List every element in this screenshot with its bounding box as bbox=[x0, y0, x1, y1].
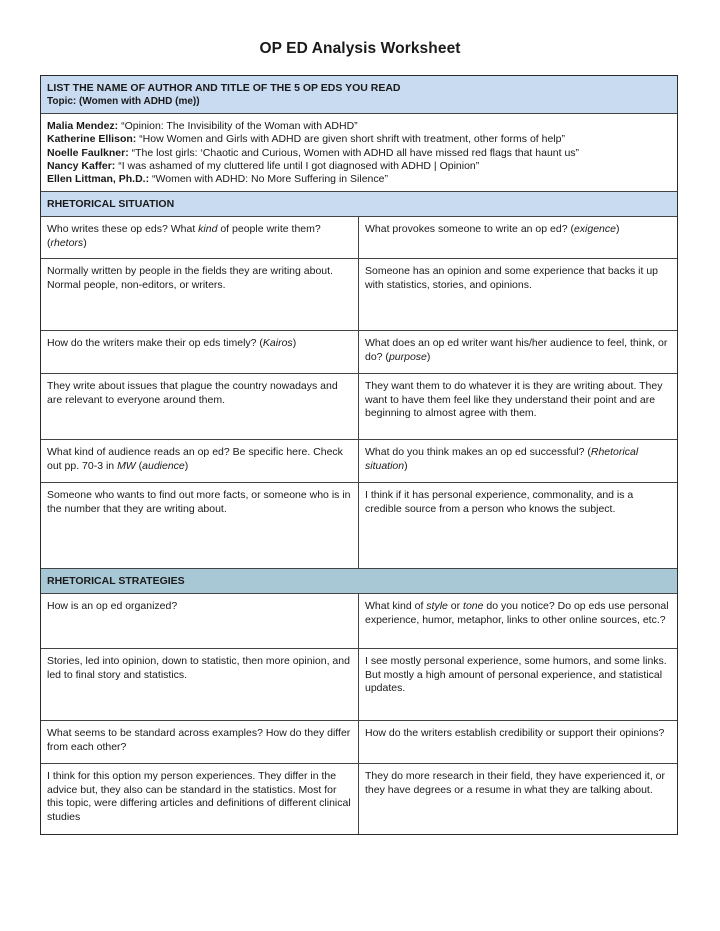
question-cell: What kind of audience reads an op ed? Be specific here. Check out pp. 70-3 in MW (audience) bbox=[41, 440, 359, 482]
answer-cell: They do more research in their field, they have experienced it, or they have degrees or a resume in what they are talking about. bbox=[365, 770, 665, 796]
list-header bbox=[41, 76, 677, 114]
list-item bbox=[47, 147, 671, 160]
question-cell: What provokes someone to write an op ed? (exigence) bbox=[365, 223, 620, 236]
table-row bbox=[41, 721, 677, 764]
answer-cell: Stories, led into opinion, down to statistic, then more opinion, and led to final story and statistics. bbox=[41, 649, 359, 720]
answer-cell: Someone has an opinion and some experience that backs it up with statistics, stories, and opinions. bbox=[365, 265, 659, 291]
answer-cell: Normally written by people in the fields they are writing about. Normal people, non-editors, or writers. bbox=[41, 259, 359, 330]
answer-cell: I think for this option my person experiences. They differ in the advice but, they also can be standard in the statistics. Most for this topic, were differing articles and definitions of different clinical studies bbox=[41, 764, 359, 834]
answer-cell: I think if it has personal experience, commonality, and is a credible source from a person who knows the subject. bbox=[365, 489, 634, 515]
question-cell: What do you think makes an op ed successful? (Rhetorical situation) bbox=[365, 446, 639, 472]
list-item bbox=[47, 133, 671, 146]
op-ed-title: “Opinion: The Invisibility of the Woman with ADHD” bbox=[118, 120, 358, 132]
question-cell: How do the writers make their op eds timely? (Kairos) bbox=[41, 331, 359, 373]
table-row bbox=[41, 217, 677, 259]
question-cell: What does an op ed writer want his/her audience to feel, think, or do? (purpose) bbox=[365, 337, 668, 363]
author-name: Katherine Ellison: bbox=[47, 133, 137, 146]
answer-cell: They want them to do whatever it is they are writing about. They want to have them feel like they understand their point and are beginning to almost agree with them. bbox=[365, 380, 663, 420]
question-cell: How do the writers establish credibility or support their opinions? bbox=[365, 727, 665, 740]
question-cell: What seems to be standard across examples? How do they differ from each other? bbox=[41, 721, 359, 763]
op-ed-title: “Women with ADHD: No More Suffering in Silence” bbox=[149, 173, 388, 186]
op-ed-title: “How Women and Girls with ADHD are given short shrift with treatment, other forms of help” bbox=[136, 133, 565, 146]
page-title: OP ED Analysis Worksheet bbox=[259, 40, 461, 57]
author-name: Nancy Kaffer: bbox=[47, 159, 116, 172]
worksheet-table bbox=[40, 75, 678, 835]
table-row bbox=[41, 331, 677, 374]
table-row bbox=[41, 259, 677, 331]
table-row bbox=[41, 649, 677, 721]
section-header-rhetorical-strategies: RHETORICAL STRATEGIES bbox=[41, 569, 677, 594]
answer-cell: They write about issues that plague the country nowadays and are relevant to everyone around them. bbox=[41, 374, 359, 439]
table-row bbox=[41, 764, 677, 834]
table-row bbox=[41, 440, 677, 483]
question-cell: How is an op ed organized? bbox=[41, 594, 359, 648]
section-header-rhetorical-situation: RHETORICAL SITUATION bbox=[41, 192, 677, 217]
table-row bbox=[41, 483, 677, 569]
list-item bbox=[47, 160, 671, 173]
author-list bbox=[41, 114, 677, 192]
question-cell: Who writes these op eds? What kind of people write them? (rhetors) bbox=[41, 217, 359, 258]
list-item bbox=[47, 173, 671, 186]
op-ed-title: “I was ashamed of my cluttered life until I got diagnosed with ADHD | Opinion” bbox=[115, 159, 480, 172]
table-row bbox=[41, 374, 677, 440]
list-header-title: LIST THE NAME OF AUTHOR AND TITLE OF THE 5 OP EDS YOU READ bbox=[47, 82, 401, 94]
answer-cell: I see mostly personal experience, some humors, and some links. But mostly a high amount of personal experience, and statistical updates. bbox=[365, 655, 667, 695]
answer-cell: Someone who wants to find out more facts, or someone who is in the number that they are writing about. bbox=[41, 483, 359, 568]
author-name: Malia Mendez: bbox=[47, 120, 119, 132]
topic-label: Topic: (Women with ADHD (me)) bbox=[47, 96, 200, 107]
author-name: Ellen Littman, Ph.D.: bbox=[47, 173, 150, 186]
op-ed-title: “The lost girls: ‘Chaotic and Curious, Women with ADHD all have missed red flags that haunt us” bbox=[128, 146, 580, 159]
author-name: Noelle Faulkner: bbox=[47, 146, 129, 159]
list-item bbox=[47, 120, 671, 133]
question-cell: What kind of style or tone do you notice? Do op eds use personal experience, humor, metaphor, links to other online sources, etc.? bbox=[365, 600, 669, 626]
table-row bbox=[41, 594, 677, 649]
